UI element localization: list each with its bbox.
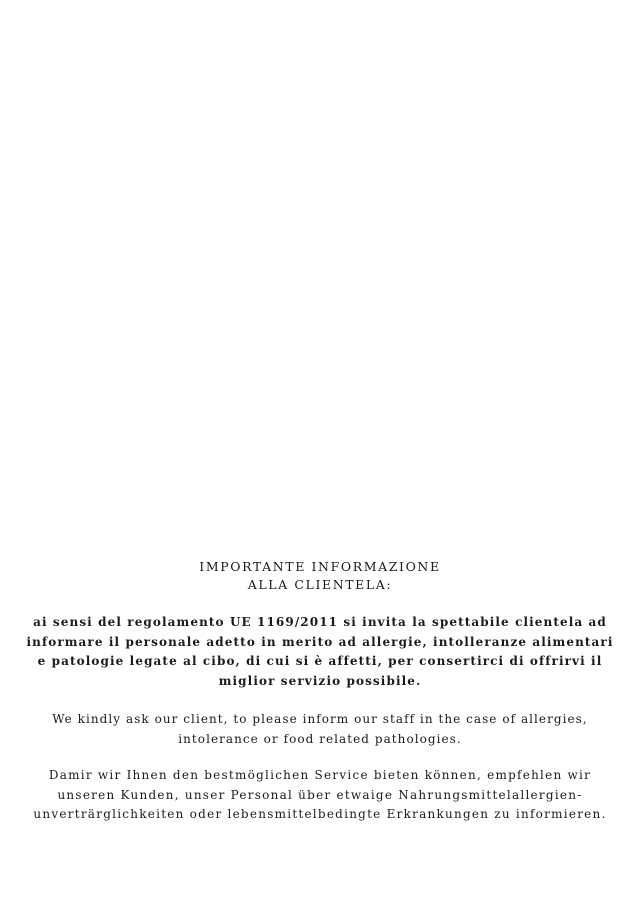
heading-line: IMPORTANTE INFORMAZIONE [199, 559, 441, 574]
text-line: intolerance or food related pathologies. [178, 731, 462, 746]
text-line: Damir wir Ihnen den bestmöglichen Service bieten können, empfehlen wir [48, 768, 592, 782]
text-line: unverträrglichkeiten oder lebensmittelbedingte Erkrankungen zu informieren. [33, 807, 607, 821]
text-line: unseren Kunden, unser Personal über etwaige Nahrungsmittelallergien- [57, 787, 583, 802]
heading-line: ALLA CLIENTELA: [247, 577, 393, 592]
text-line: ai sensi del regolamento UE 1169/2011 si invita la spettabile clientela ad [33, 615, 607, 629]
text-line: We kindly ask our client, to please inform our staff in the case of allergies, [52, 712, 588, 726]
text-line: miglior servizio possibile. [218, 673, 422, 688]
text-line: informare il personale adetto in merito ad allergie, intolleranze alimentari [26, 634, 614, 649]
text-line: e patologie legate al cibo, di cui si è affetti, per consertirci di offrirvi il [37, 654, 603, 668]
allergy-notice [20, 558, 620, 825]
notice-heading [20, 558, 620, 594]
german-paragraph [20, 766, 620, 825]
english-paragraph [20, 710, 620, 749]
italian-paragraph [20, 613, 620, 691]
